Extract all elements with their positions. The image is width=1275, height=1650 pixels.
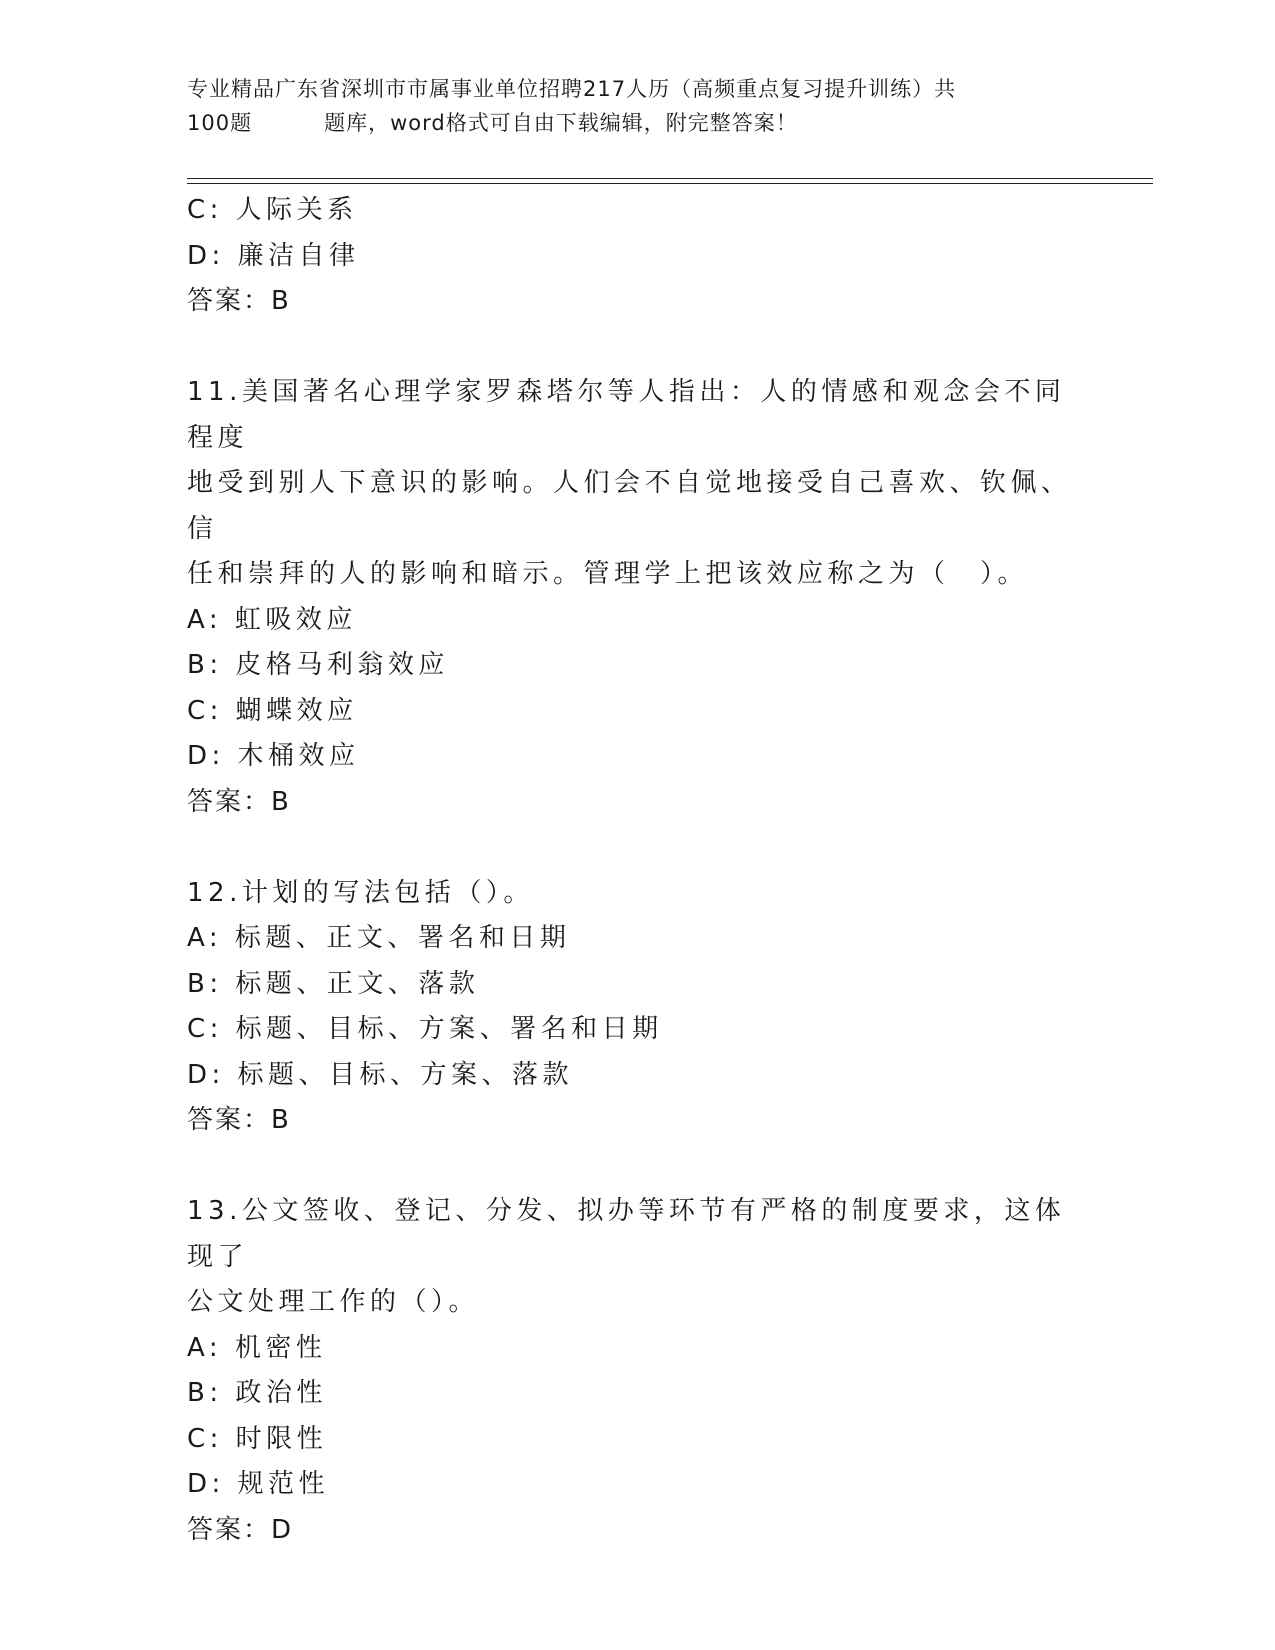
- option-d: D: 规范性: [187, 1469, 330, 1499]
- question-block-11: [187, 370, 1087, 825]
- question-text-line: 公文处理工作的（）。: [187, 1287, 480, 1317]
- option-c: C: 人际关系: [187, 195, 358, 225]
- header-divider-top: [187, 178, 1153, 179]
- option-d: D: 木桶效应: [187, 741, 360, 771]
- answer-line: 答案：D: [187, 1514, 294, 1545]
- document-body: [187, 188, 1087, 1553]
- option-c: C: 标题、目标、方案、署名和日期: [187, 1014, 663, 1044]
- option-d: D: 标题、目标、方案、落款: [187, 1059, 574, 1090]
- question-block-previous: [187, 188, 1087, 325]
- answer-line: 答案：B: [187, 286, 291, 316]
- question-text-line: 11.美国著名心理学家罗森塔尔等人指出：人的情感和观念会不同程度: [187, 377, 1066, 453]
- question-text-line: 任和崇拜的人的影响和暗示。管理学上把该效应称之为（ ）。: [187, 559, 1029, 589]
- option-b: B: 皮格马利翁效应: [187, 650, 449, 680]
- question-text: [187, 871, 1087, 917]
- header-divider-bottom: [187, 183, 1153, 184]
- question-text-line: 地受到别人下意识的影响。人们会不自觉地接受自己喜欢、钦佩、信: [187, 468, 1072, 544]
- option-a: A: 机密性: [187, 1332, 327, 1363]
- option-c: C: 蝴蝶效应: [187, 695, 358, 726]
- question-text: [187, 370, 1087, 598]
- option-a: A: 虹吸效应: [187, 604, 357, 635]
- answer-line: 答案：B: [187, 1105, 291, 1135]
- question-text-line: 13.公文签收、登记、分发、拟办等环节有严格的制度要求，这体现了: [187, 1196, 1066, 1272]
- header-title-line-2: [187, 106, 1067, 140]
- option-b: B: 标题、正文、落款: [187, 968, 480, 999]
- option-a: A: 标题、正文、署名和日期: [187, 923, 571, 953]
- question-text-line: 12.计划的写法包括（）。: [187, 877, 534, 908]
- header-title-line-1: 专业精品广东省深圳市市属事业单位招聘217人历（高频重点复习提升训练）共: [187, 77, 957, 101]
- header-count: 100题: [187, 111, 253, 135]
- option-c: C: 时限性: [187, 1423, 328, 1454]
- option-b: B: 政治性: [187, 1378, 327, 1408]
- option-d: D: 廉洁自律: [187, 240, 360, 271]
- question-block-12: [187, 871, 1087, 1144]
- question-block-13: [187, 1189, 1087, 1553]
- header-description: 题库，word格式可自由下载编辑，附完整答案！: [324, 111, 798, 135]
- page-header: [187, 72, 1067, 140]
- answer-line: 答案：B: [187, 786, 291, 817]
- question-text: [187, 1189, 1087, 1326]
